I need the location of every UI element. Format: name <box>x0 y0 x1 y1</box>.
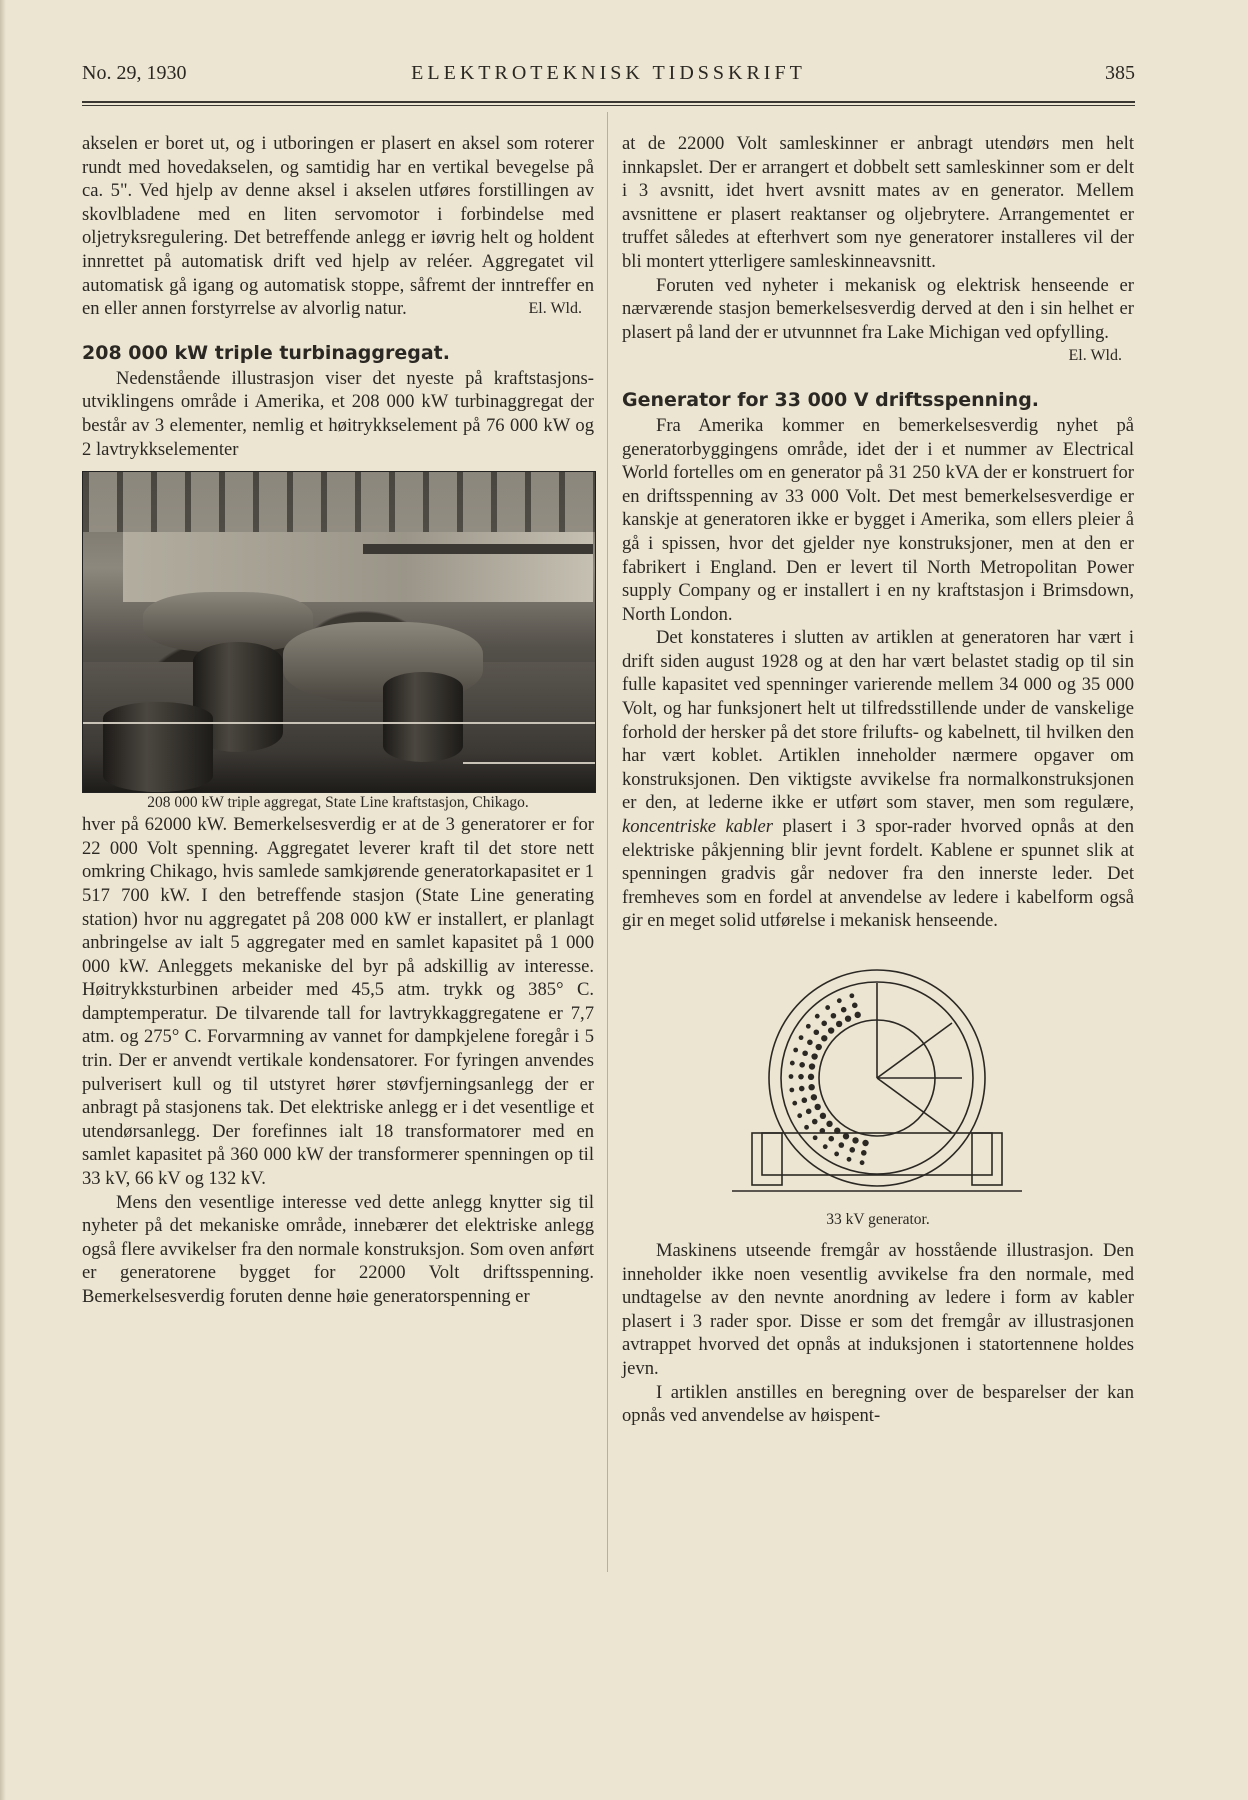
stator-slot <box>793 1048 798 1053</box>
header-rule <box>82 101 1135 103</box>
stator-slot <box>847 1157 852 1162</box>
stator-slot <box>852 1003 858 1009</box>
journal-title: ELEKTROTEKNISK TIDSSKRIFT <box>411 62 806 84</box>
generator-foot-right <box>972 1133 1002 1185</box>
stator-slot <box>843 1133 849 1139</box>
stator-slot <box>802 1050 808 1056</box>
stator-slot <box>823 1144 828 1149</box>
paragraph: hver på 62000 kW. Bemerkelsesverdig er at de 3 generatorer er for 22 000 Volt spenning. Aggregatet leverer kraft til det store nett omkring Chikago, hvis samlede samkjørende generatorkapasitet er 1 517 700 kW. I den betreffende stasjon (State Line generating station) hvor nu aggregatet på 208 000 kW er installert, er planlagt anbringelse av ialt 5 aggregater med en samlet kapasitet på 1 000 000 kW. Anleggets mekaniske del byr på adskillig av interesse. Høitrykksturbinen arbeider med 45,5 atm. trykk og 385° C. damptemperatur. De tilvarende tall for lavtrykkaggregatene er 7,7 atm. og 275° C. Forvarmning av vannet for dampkjelene foregår i 5 trin. Der er anvendt vertikale kondensatorer. For fyringen anvendes pulverisert kull og til utstyret hører støvfjerningsanlegg der er anbragt på stasjonens tak. Det elektriske anlegg er i det vesentlige et utendørsanlegg. Der forefinnes ialt 18 transformatorer med en samlet kapasitet på 360 000 kW der transformerer spenningen op til 33 kV, 66 kV og 132 kV. <box>82 814 594 1190</box>
intro-paragraph: akselen er boret ut, og i utboringen er plasert en aksel som roterer rundt med hovedakselen, og samtidig har en vertikal bevegelse på ca. 5". Ved hjelp av denne aksel i akselen utføres forstillingen av skovlbladene med en liten servomotor i forbindelse med oljetryksregulering. Det betreffende anlegg er iøvrig helt og holdent innrettet på automatisk drift ved hjelp av reléer. Aggregatet vil automatisk gå igang og automatisk stoppe, såfremt der inntreffer en en eller annen forstyrrelse av alvorlig natur. El. Wld. <box>82 133 594 320</box>
page-edge <box>0 0 6 1800</box>
paragraph: at de 22000 Volt samleskinner er anbragt utendørs men helt innkapslet. Der er arrangert et dobbelt sett samleskinner som er delt i 3 avsnitt, idet hvert avsnitt mates av en generator. Mellem avsnittene er plasert reaktanser og oljebrytere. Arrangementet er truffet således at efterhvert som nye generatorer installeres vil der bli montert ytterligere samleskinneavsnitt. <box>622 133 1134 272</box>
turbine-hall-photo <box>82 471 596 793</box>
generator-figure <box>622 963 1134 1228</box>
stator-slot <box>808 1084 814 1090</box>
figure-caption: 33 kV generator. <box>826 1210 930 1228</box>
roof-truss <box>83 472 595 532</box>
railing <box>83 722 595 724</box>
issue-number: No. 29, 1930 <box>82 62 187 84</box>
paragraph: Det konstateres i slutten av artiklen at generatoren har vært i drift siden august 1928 og at den har vært belastet stadig op til sin fulle kapasitet ved spenninger varierende mellem 34 000 og 35 000 Volt, og har funksjonert helt ut tilfredsstillende under de vanskelige forhold der hersker på det store frilufts- og kabelnett, til hvilken den har vært koblet. Artiklen inneholder nærmere opgaver om konstruksjonen. Den viktigste avvikelse fra normalkonstruksjonen er den, at lederne ikke er utført som staver, men som regulære, koncentriske kabler plasert i 3 spor-rader hvorved opnås at den elektriske påkjenning blir jevnt fordelt. Kablene er spunnet slik at spenningen gradvis går nedover fra den innerste leder. Det fremheves som en fordel at anvendelse av ledere i kabelform også gir en meget solid utførelse i mekanisk henseende. <box>622 627 1134 932</box>
stator-slot <box>821 1021 827 1027</box>
stator-slot <box>814 1104 820 1110</box>
stator-slot <box>836 1021 842 1027</box>
paragraph: I artiklen anstilles en beregning over de besparelser der kan opnås ved anvendelse av høispent- <box>622 1381 1134 1427</box>
stator-slot <box>839 1142 845 1148</box>
stator-slot <box>820 1113 826 1119</box>
stator-slot <box>790 1061 795 1066</box>
source-signature: El. Wld. <box>528 300 582 318</box>
paragraph: Fra Amerika kommer en bemerkelsesverdig nyhet på generatorbyggingens område, idet der i et nummer av Electrical World fortelles om en generator på 31 250 kVA der er konstruert for en driftsspenning av 33 000 Volt. Det mest bemerkelsesverdige er kanskje at generatoren ikke er bygget i Amerika, som ellers pleier å gå i spissen, hvor det gjelder nye konstruksjoner, men at den er fabrikert i England. Den er levert til North Metropolitan Power supply Company og er installert i en ny kraftstasjon i Brimsdown, North London. <box>622 414 1134 625</box>
stator-slot <box>828 1136 834 1142</box>
stator-slot <box>799 1035 804 1040</box>
stator-slot <box>862 1140 868 1146</box>
stator-slot <box>826 1121 832 1127</box>
railing <box>463 762 595 764</box>
crane-beam <box>363 544 593 554</box>
stator-slot <box>828 1027 834 1033</box>
paragraph: Foruten ved nyheter i mekanisk og elektrisk henseende er nærværende stasjon bemerkelsesverdig derved at den i sin helhet er plasert på land der er utvunnnet fra Lake Michigan ved opfylling. El. Wld. <box>622 274 1134 345</box>
stator-slot <box>849 993 854 998</box>
left-column <box>82 132 594 1309</box>
page-header <box>82 60 1135 90</box>
stator-slot <box>789 1074 794 1079</box>
stator-slot <box>821 1035 827 1041</box>
stator-slot <box>811 1053 817 1059</box>
condenser-tank <box>383 672 463 762</box>
header-rule-thin <box>82 105 1135 106</box>
stator-slot <box>816 1044 822 1050</box>
stator-slot <box>814 1029 820 1035</box>
stator-slot <box>799 1086 805 1092</box>
stator-slot <box>808 1074 814 1080</box>
stator-slot <box>841 1007 847 1013</box>
stator-slot <box>807 1040 813 1046</box>
article-title-generator: Generator for 33 000 V driftsspenning. <box>622 388 1040 411</box>
emphasis-cables: koncentriske kabler <box>622 816 774 838</box>
stator-slot <box>806 1109 812 1115</box>
stator-slot <box>834 1152 839 1157</box>
stator-slot <box>845 1015 851 1021</box>
stator-slot <box>809 1063 815 1069</box>
paragraph: Maskinens utseende fremgår av hosstående illustrasjon. Den inneholder ikke noen vesentlig avvikelse fra den normale, med undtagelse av den nevnte anordning av ledere i form av kabler plasert i 3 rader spor. Disse er som det fremgår av illustrasjonen avtrappet hvorved det opnås at induksjonen i statortennene holdes jevn. <box>622 1240 1134 1379</box>
stator-slot <box>855 1012 861 1018</box>
stator-slot <box>792 1101 797 1106</box>
column-divider <box>607 112 608 1572</box>
stator-slot <box>825 1005 830 1010</box>
stator-slot <box>815 1014 820 1019</box>
stator-slot <box>799 1062 805 1068</box>
generator-base <box>762 1133 992 1175</box>
stator-slot <box>811 1094 817 1100</box>
stator-slot <box>789 1088 794 1093</box>
source-signature: El. Wld. <box>1068 347 1122 365</box>
stator-slot <box>802 1097 808 1103</box>
stator-slot <box>804 1125 809 1130</box>
stator-slot <box>798 1074 804 1080</box>
stator-slot <box>806 1024 811 1029</box>
stator-slot <box>849 1147 855 1153</box>
condenser-tank <box>103 702 213 792</box>
page-number: 385 <box>1105 62 1135 84</box>
stator-slot <box>852 1137 858 1143</box>
stator-slot <box>813 1135 818 1140</box>
photo-caption: 208 000 kW triple aggregat, State Line kraftstasjon, Chikago. <box>147 794 529 812</box>
hall-wall <box>123 532 593 602</box>
stator-slot <box>812 1119 818 1125</box>
stator-slot <box>820 1128 826 1134</box>
paragraph: Nedenstående illustrasjon viser det nyeste på kraftstasjons-utviklingens område i Amerika, et 208 000 kW turbinaggregat der består av 3 elementer, nemlig et høitrykkselement på 76 000 kW og 2 lavtrykkselementer <box>82 367 594 460</box>
right-column <box>622 132 1134 1428</box>
spokes <box>877 983 962 1133</box>
stator-slot <box>834 1128 840 1134</box>
generator-foot-left <box>752 1133 782 1185</box>
stator-slot <box>861 1150 867 1156</box>
stator-slot <box>797 1113 802 1118</box>
stator-slot <box>831 1013 837 1019</box>
stator-slot <box>860 1160 865 1165</box>
paragraph: Mens den vesentlige interesse ved dette anlegg knytter sig til nyheter på det mekaniske område, innebærer det elektriske anlegg også flere avvikelser fra den normale konstruksjon. Som oven anført er generatorene bygget for 22000 Volt driftsspenning. Bemerkelsesverdig foruten denne høie generatorspenning er <box>82 1191 594 1307</box>
stator-slot <box>837 998 842 1003</box>
generator-drawing <box>622 963 1134 1203</box>
article-title-turbine: 208 000 kW triple turbinaggregat. <box>82 341 450 364</box>
